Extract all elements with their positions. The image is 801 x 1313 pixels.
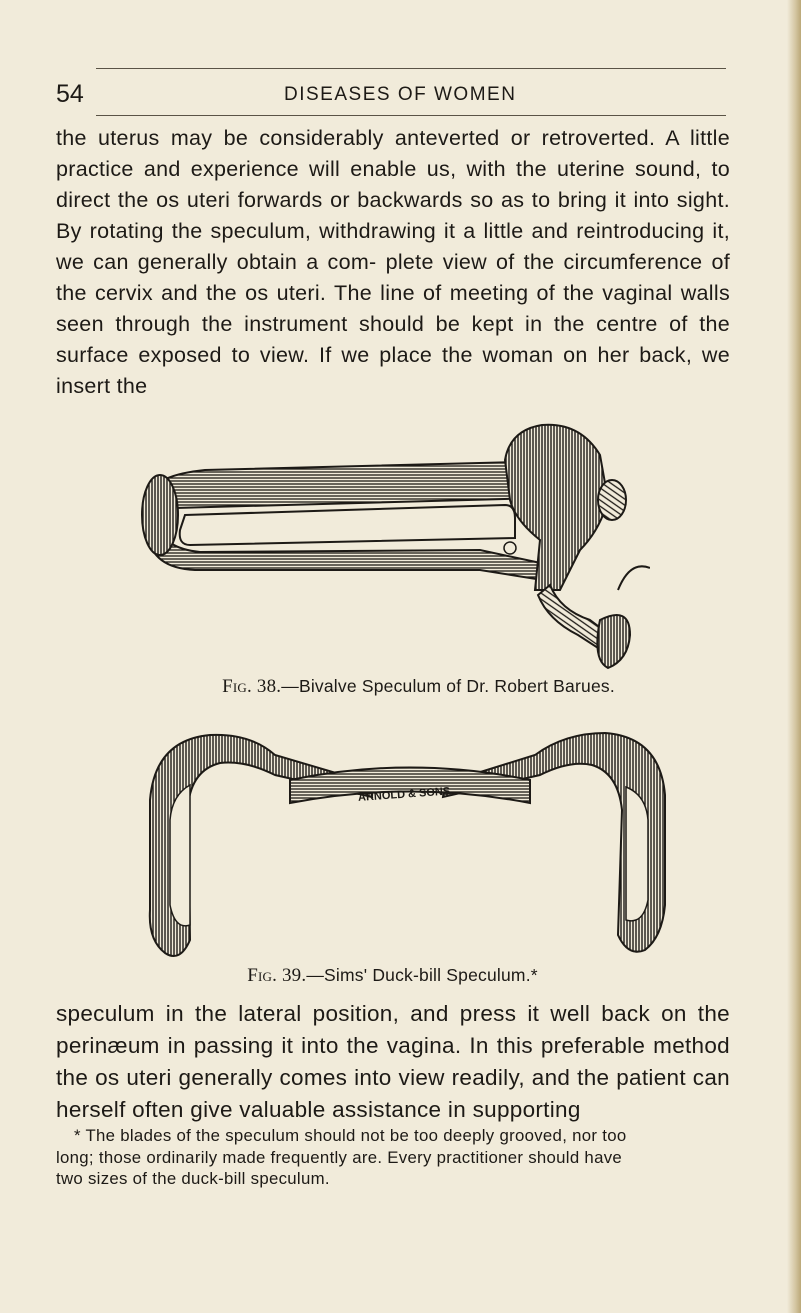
screw-icon	[504, 542, 516, 554]
figure-38-caption-text: —Bivalve Speculum of Dr. Robert Barues.	[281, 676, 615, 696]
figure-39-caption-text: —Sims' Duck-bill Speculum.*	[306, 965, 538, 985]
body-paragraph-1: the uterus may be considerably anteverted or retroverted. A little practice and experience will enable us, with the uterine sound, to direct the os uteri forwards or backwards so as to bring it into sight. By rotating the speculum, withdrawing it a little and reintroducing it, we can generally obtain a com- plete view of the circumference of the cervix and the os uteri. The line of meeting of the vaginal walls seen through the instrument should be kept in the centre of the surface exposed to view. If we place the woman on her back, we insert the	[56, 126, 730, 398]
blade-tip	[142, 475, 178, 555]
figure-38-illustration	[130, 420, 650, 675]
footnote-line-1: * The blades of the speculum should not be too deeply grooved, nor too	[74, 1126, 627, 1145]
thumb-loop	[618, 566, 650, 590]
body-paragraph-2: speculum in the lateral position, and press it well back on the perinæum in passing it into the vagina. In this preferable method the os uteri generally comes into view readily, and the patient can herself often give valuable assistance in supporting	[56, 1001, 730, 1122]
header-rule-bottom	[96, 115, 726, 116]
figure-39-illustration	[140, 725, 680, 965]
right-blade-groove	[626, 787, 648, 921]
hinge-knob	[598, 480, 626, 520]
figure-38-number: Fig. 38.	[222, 676, 282, 697]
figure-39-caption	[0, 965, 793, 987]
figure-38-caption	[18, 676, 801, 698]
footnote-line-2: long; those ordinarily made frequently are. Every practitioner should have	[56, 1147, 623, 1167]
left-blade-groove	[170, 785, 190, 926]
maker-engraving: ARNOLD & SONS	[357, 785, 451, 804]
page-header	[56, 80, 730, 110]
upper-blade	[150, 462, 540, 508]
handle-ring	[597, 615, 630, 668]
footnote	[56, 1125, 730, 1190]
blade-opening	[180, 505, 515, 545]
running-head: DISEASES OF WOMEN	[284, 84, 517, 105]
figure-39-number: Fig. 39.	[247, 965, 307, 986]
footnote-line-3: two sizes of the duck-bill speculum.	[56, 1169, 330, 1188]
page-number: 54	[56, 80, 84, 108]
header-rule-top	[96, 68, 726, 69]
page-edge-shadow	[787, 0, 801, 1313]
